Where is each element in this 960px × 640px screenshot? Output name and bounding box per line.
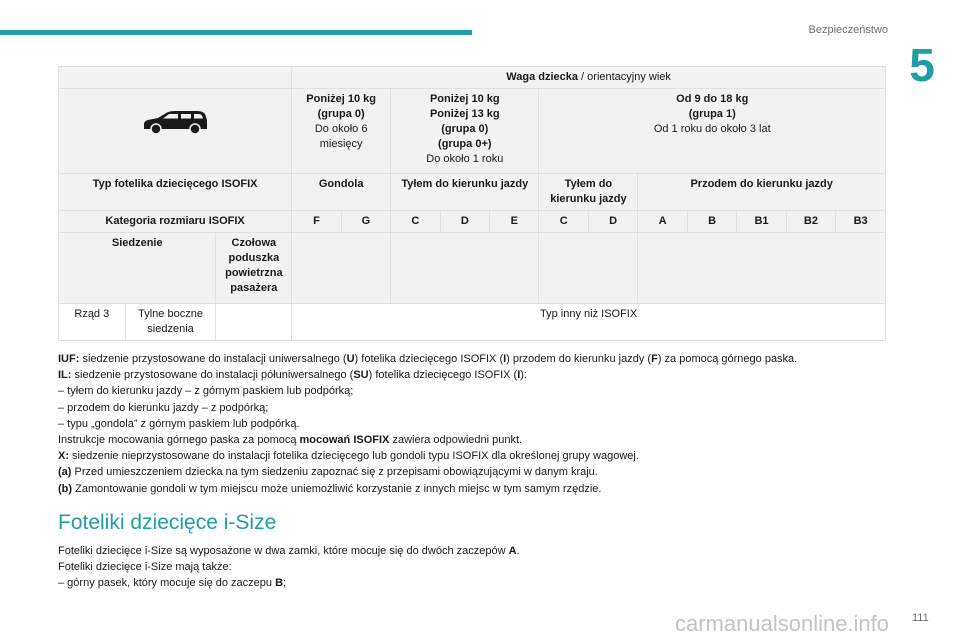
group-0plus-line3: (grupa 0) [441, 123, 489, 135]
note-x [58, 448, 898, 464]
note-il [58, 367, 898, 383]
group-0-line3: Do około 6 [314, 123, 368, 135]
size-class-label: Kategoria rozmiaru ISOFIX [59, 211, 292, 233]
table-row-seat-header [59, 233, 886, 304]
isize-bold: B [275, 577, 284, 590]
seat-header: Siedzenie [59, 233, 216, 304]
note-text: ): [520, 369, 527, 382]
note-key: (a) [58, 466, 72, 479]
size-class-cell: D [588, 211, 637, 233]
airbag-header-line4: pasażera [230, 282, 278, 294]
airbag-header [216, 233, 292, 304]
airbag-header-line3: powietrzna [225, 267, 283, 279]
note-key: (b) [58, 482, 73, 495]
watermark: carmanualsonline.info [675, 611, 890, 636]
note-key: IUF: [58, 353, 80, 365]
note-key: IL: [58, 369, 72, 382]
seat-type-gondola: Gondola [292, 174, 391, 211]
size-class-cell: C [391, 211, 440, 233]
size-class-cell: D [440, 211, 489, 233]
group-0plus-line1: Poniżej 10 kg [429, 93, 500, 105]
note-bullet: – typu „gondola” z górnym paskiem lub podpórką. [58, 417, 300, 430]
note-a [58, 464, 898, 480]
seat-position-line1: Tylne boczne [138, 308, 203, 320]
note-text: Zamontowanie gondoli w tym miejscu może uniemożliwić korzystanie z innych miejsc w tym samym rzędzie. [72, 482, 602, 495]
size-class-cell: B3 [836, 211, 886, 233]
group-1-cell [539, 89, 886, 174]
size-class-cell: A [638, 211, 687, 233]
group-0-line1: Poniżej 10 kg [306, 93, 376, 105]
airbag-header-line1: Czołowa [231, 237, 277, 249]
weight-header-cell [292, 67, 886, 89]
group-0-line2: (grupa 0) [317, 108, 365, 120]
note-text: Instrukcje mocowania górnego paska za pomocą [58, 434, 300, 447]
note-bold: I [503, 353, 507, 365]
note-bullet: – tyłem do kierunku jazdy – z górnym paskiem lub podpórką; [58, 385, 354, 398]
seat-type-rear-2-line1: Tyłem do [564, 178, 613, 190]
seat-type-forward: Przodem do kierunku jazdy [638, 174, 886, 211]
table-row-groups [59, 89, 886, 174]
seat-type-rear-1: Tyłem do kierunku jazdy [391, 174, 539, 211]
note-text: siedzenie nieprzystosowane do instalacji fotelika dziecięcego lub gondoli typu ISOFIX dla określonej grupy wagowej. [69, 450, 639, 463]
table-cell-empty [638, 233, 886, 304]
note-bold: F [651, 353, 658, 365]
note-bold: mocowań ISOFIX [299, 434, 390, 447]
note-text: siedzenie przystosowane do instalacji półuniwersalnego ( [71, 369, 354, 382]
note-key: X: [58, 450, 69, 463]
weight-label: Waga dziecka [506, 71, 578, 83]
group-0plus-line5: Do około 1 roku [426, 153, 504, 165]
table-row-rear [59, 304, 886, 341]
group-0-cell [292, 89, 391, 174]
size-class-cell: B1 [737, 211, 786, 233]
isize-heading: Foteliki dziecięce i-Size [58, 511, 277, 534]
note-text: Przed umieszczeniem dziecka na tym siedzeniu zapoznać się z przepisami obowiązującymi w danym kraju. [71, 466, 598, 479]
seat-position-line2: siedzenia [147, 323, 194, 335]
size-class-cell: G [341, 211, 390, 233]
isize-text: . [516, 545, 520, 557]
group-0plus-cell [391, 89, 539, 174]
table-row-size-class [59, 211, 886, 233]
size-class-cell: F [292, 211, 341, 233]
note-bullet: – przodem do kierunku jazdy – z podpórką; [58, 401, 269, 414]
size-class-cell: E [490, 211, 539, 233]
note-bold: U [346, 353, 355, 365]
isofix-table [58, 66, 886, 341]
note-bold: I [517, 369, 521, 382]
group-1-line2: (grupa 1) [688, 108, 736, 120]
isize-paragraph-1 [58, 543, 898, 559]
isize-text: ; [283, 577, 287, 590]
table-cell-empty [59, 67, 292, 89]
seat-type-rear-2-line2: kierunku jazdy [550, 193, 627, 205]
note-mount [58, 432, 898, 448]
group-0-line4: miesięcy [319, 138, 363, 150]
header-accent-bar [0, 30, 472, 35]
table-row-weight [59, 67, 886, 89]
note-text: ) za pomocą górnego paska. [657, 353, 798, 365]
isize-paragraph-2: Foteliki dziecięce i-Size mają także: [58, 561, 232, 574]
page-number: 111 [912, 612, 929, 624]
table-cell-empty [216, 304, 292, 341]
car-side-icon [141, 110, 209, 136]
table-cell-empty [539, 233, 638, 304]
isize-body [58, 543, 898, 592]
non-isofix-value: Typ inny niż ISOFIX [292, 304, 886, 341]
weight-suffix: / orientacyjny wiek [578, 71, 671, 83]
size-class-cell: B [687, 211, 736, 233]
table-cell-empty [292, 233, 391, 304]
group-1-line1: Od 9 do 18 kg [676, 93, 749, 105]
table-row-seat-type [59, 174, 886, 211]
seat-type-label: Typ fotelika dziecięcego ISOFIX [59, 174, 292, 211]
section-title: Bezpieczeństwo [808, 24, 888, 36]
size-class-cell: C [539, 211, 588, 233]
isize-paragraph-3 [58, 575, 898, 591]
group-0plus-line2: Poniżej 13 kg [429, 108, 500, 120]
airbag-header-line2: poduszka [228, 252, 280, 264]
note-text: ) fotelika dziecięcego ISOFIX ( [368, 369, 518, 382]
note-text: ) fotelika dziecięcego ISOFIX ( [354, 353, 504, 365]
isize-text: Foteliki dziecięce i-Size są wyposażone w dwa zamki, które mocuje się do dwóch zaczepów [58, 545, 509, 557]
note-b [58, 481, 898, 497]
seat-position [125, 304, 216, 341]
table-cell-empty [391, 233, 539, 304]
note-bold: SU [353, 369, 369, 382]
group-1-line3: Od 1 roku do około 3 lat [653, 123, 771, 135]
note-text: siedzenie przystosowane do instalacji uniwersalnego ( [79, 353, 347, 365]
isize-bold: A [508, 545, 517, 557]
legend-notes [58, 351, 898, 497]
car-cell [59, 89, 292, 174]
seat-type-rear-2 [539, 174, 638, 211]
group-0plus-line4: (grupa 0+) [438, 138, 492, 150]
note-text: ) przodem do kierunku jazdy ( [506, 353, 652, 365]
note-iuf [58, 351, 898, 367]
size-class-cell: B2 [786, 211, 835, 233]
isize-text: – górny pasek, który mocuje się do zaczepu [58, 577, 276, 590]
note-text: zawiera odpowiedni punkt. [389, 434, 523, 447]
chapter-number: 5 [909, 39, 935, 91]
row-label: Rząd 3 [59, 304, 126, 341]
